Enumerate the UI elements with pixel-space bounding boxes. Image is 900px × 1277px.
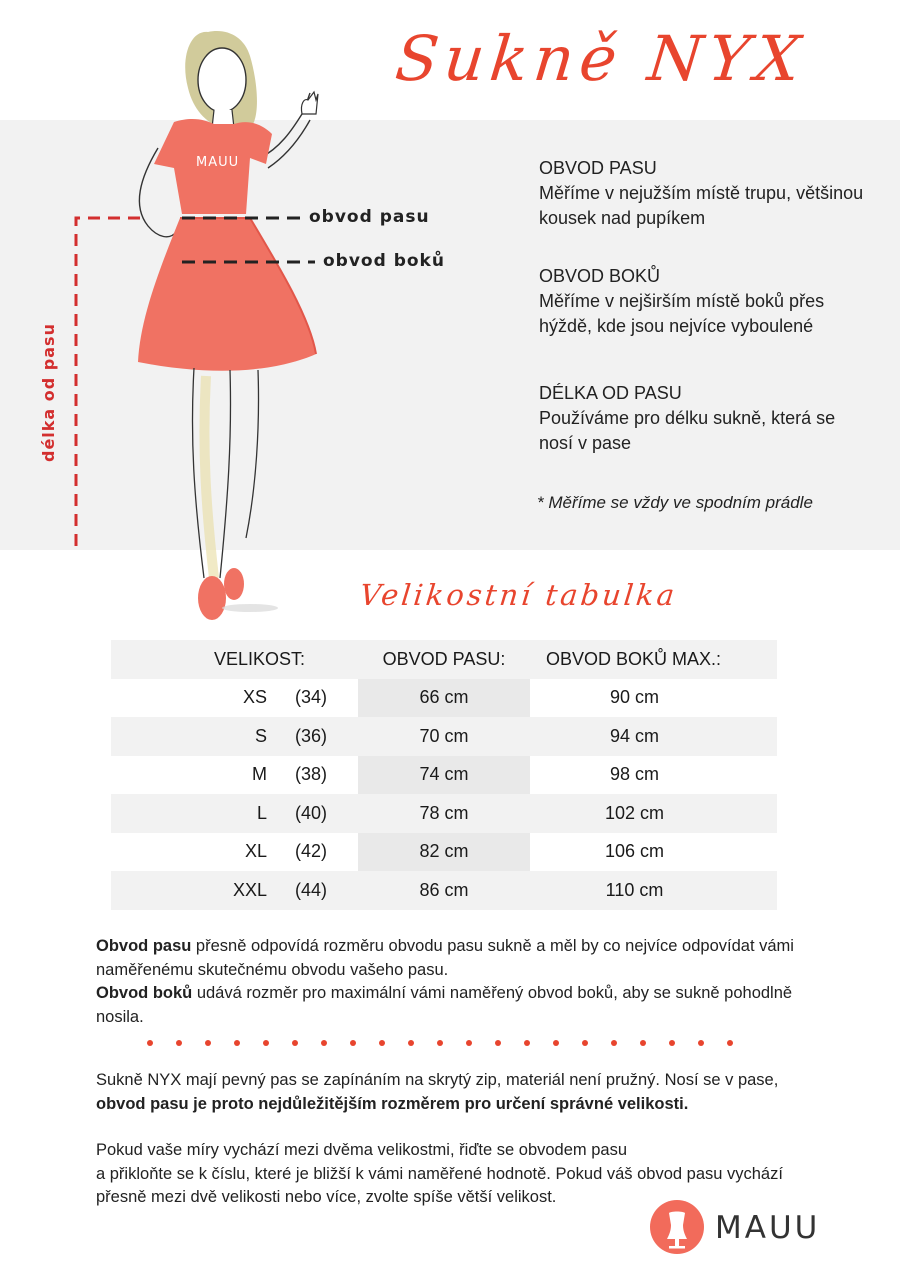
cell-size: S — [254, 725, 267, 746]
measure-text: Měříme v nejužším místě trupu, většinou kousek nad pupíkem — [539, 183, 864, 228]
length-line — [76, 218, 140, 548]
advice-line-2: a přikloňte se k číslu, které je bližší k vámi naměřené hodnotě. Pokud váš obvod pasu vychází přesně mezi dvě velikosti nebo více, zvolte spíše větší velikost. — [96, 1164, 783, 1206]
cell-size: XL — [244, 841, 267, 862]
cell-hips: 98 cm — [609, 764, 660, 785]
logo-wordmark: MAUU — [715, 1210, 821, 1246]
cell-waist: 86 cm — [419, 879, 469, 900]
measure-text: Používáme pro délku sukně, která se nosí v pase — [539, 408, 836, 453]
measure-text: Měříme v nejširším místě boků přes hýždě, kde jsou nejvíce vyboulené — [539, 291, 825, 336]
product-info-text: Sukně NYX mají pevný pas se zapínáním na skrytý zip, materiál není pružný. Nosí se v pase, — [96, 1071, 779, 1089]
cell-hips: 102 cm — [604, 802, 665, 823]
waist-label: obvod pasu — [309, 207, 430, 227]
cell-hips: 110 cm — [605, 879, 664, 900]
header-size: VELIKOST: — [214, 648, 306, 669]
table-row — [111, 833, 777, 872]
cell-size-number: (42) — [294, 841, 327, 862]
dotted-divider — [147, 1036, 747, 1050]
measure-hips-block — [539, 264, 869, 339]
table-row — [111, 717, 777, 756]
cell-size-number: (36) — [294, 725, 327, 746]
advice-line-1: Pokud vaše míry vychází mezi dvěma velikostmi, řiďte se obvodem pasu — [96, 1141, 628, 1159]
explain-hips-paragraph — [96, 982, 816, 1029]
explain-waist-term: Obvod pasu — [96, 937, 192, 955]
mannequin-icon — [649, 1199, 705, 1255]
cell-waist: 70 cm — [419, 725, 469, 746]
table-header — [111, 640, 777, 679]
cell-size-number: (44) — [294, 879, 327, 900]
page-title: Sukně NYX — [392, 22, 810, 95]
cell-waist: 82 cm — [419, 841, 469, 862]
cell-size: XS — [242, 687, 267, 708]
measure-heading: DÉLKA OD PASU — [539, 383, 682, 403]
explain-hips-term: Obvod boků — [96, 984, 193, 1002]
length-label: délka od pasu — [39, 323, 58, 462]
cell-hips: 90 cm — [609, 687, 660, 708]
measure-heading: OBVOD BOKŮ — [539, 266, 661, 286]
hips-label: obvod boků — [323, 251, 445, 271]
table-title: Velikostní tabulka — [358, 578, 679, 612]
cell-waist: 74 cm — [419, 764, 469, 785]
cell-size: L — [256, 802, 267, 823]
table-row — [111, 756, 777, 795]
explain-waist-paragraph — [96, 935, 816, 982]
underwear-note: * Měříme se vždy ve spodním prádle — [537, 493, 813, 512]
cell-size: M — [252, 764, 267, 785]
size-table — [111, 640, 777, 910]
table-row — [111, 679, 777, 718]
cell-hips: 106 cm — [604, 841, 665, 862]
cell-size-number: (34) — [294, 687, 327, 708]
table-row — [111, 871, 777, 910]
mauu-logo — [649, 1199, 821, 1259]
cell-hips: 94 cm — [609, 725, 660, 746]
cell-waist: 66 cm — [419, 687, 469, 708]
measure-waist-block — [539, 156, 869, 231]
explain-waist-text: přesně odpovídá rozměru obvodu pasu sukně a měl by co nejvíce odpovídat vámi naměřenému skutečnému obvodu vašeho pasu. — [96, 937, 794, 979]
header-waist: OBVOD PASU: — [382, 648, 506, 669]
cell-waist: 78 cm — [419, 802, 469, 823]
measure-length-block — [539, 381, 869, 456]
table-row — [111, 794, 777, 833]
header-hips: OBVOD BOKŮ MAX.: — [546, 648, 722, 669]
cell-size-number: (40) — [294, 802, 327, 823]
product-info-paragraph — [96, 1069, 816, 1116]
cell-size-number: (38) — [294, 764, 327, 785]
shirt-logo: MAUU — [196, 155, 240, 170]
product-info-emphasis: obvod pasu je proto nejdůležitějším rozměrem pro určení správné velikosti. — [96, 1094, 689, 1113]
cell-size: XXL — [232, 879, 267, 900]
measure-heading: OBVOD PASU — [539, 158, 657, 178]
explain-hips-text: udává rozměr pro maximální vámi naměřený obvod boků, aby se sukně pohodlně nosila. — [96, 984, 793, 1026]
